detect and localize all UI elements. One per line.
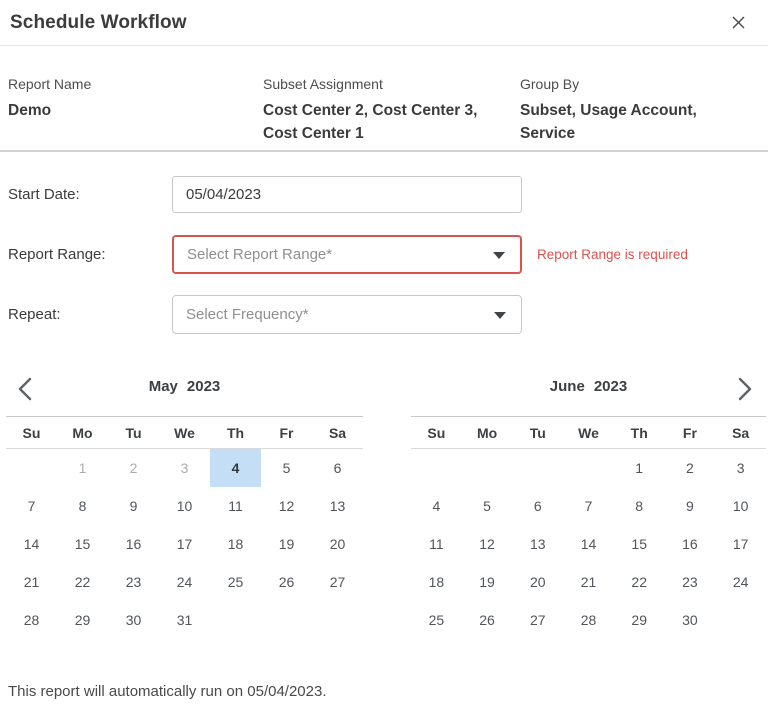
weekday-row	[411, 416, 766, 449]
weekday-label: Th	[226, 424, 245, 441]
day-cell-empty	[312, 601, 363, 639]
day-cell-empty	[715, 601, 766, 639]
weekday-row	[6, 416, 363, 449]
day-cell[interactable]: 14	[580, 536, 597, 552]
day-cell[interactable]: 4	[432, 498, 441, 514]
day-cell-empty	[563, 449, 614, 487]
repeat-placeholder: Select Frequency*	[186, 306, 309, 323]
day-cell[interactable]: 5	[483, 498, 491, 514]
day-cell[interactable]: 13	[529, 536, 546, 552]
start-date-label: Start Date:	[8, 186, 80, 203]
day-cell[interactable]: 21	[580, 574, 597, 590]
calendar-right	[411, 366, 766, 639]
day-cell[interactable]: 20	[529, 574, 546, 590]
day-cell[interactable]: 11	[228, 498, 243, 514]
day-cell[interactable]: 31	[176, 612, 193, 628]
day-cell[interactable]: 9	[129, 498, 138, 514]
day-cell-empty	[462, 449, 513, 487]
report-summary	[0, 46, 768, 152]
day-cell[interactable]: 10	[732, 498, 749, 514]
day-cell: 3	[180, 460, 189, 476]
day-cell[interactable]: 2	[686, 460, 694, 476]
report-name-label: Report Name	[8, 76, 92, 92]
calendar-left	[6, 366, 363, 639]
day-cell[interactable]: 21	[23, 574, 40, 590]
weekday-label: Sa	[328, 424, 347, 441]
weekday-label: Mo	[72, 424, 93, 441]
day-cell[interactable]: 16	[682, 536, 698, 552]
day-cell[interactable]: 15	[631, 536, 647, 552]
report-range-label: Report Range:	[8, 246, 106, 263]
group-by-value: Subset, Usage Account, Service	[520, 102, 697, 142]
day-cell[interactable]: 1	[635, 460, 644, 476]
report-range-select[interactable]	[172, 235, 522, 274]
day-cell[interactable]: 30	[125, 612, 142, 628]
chevron-down-icon	[494, 312, 506, 319]
day-cell-empty	[210, 601, 261, 639]
day-cell[interactable]: 23	[125, 574, 142, 590]
report-range-error: Report Range is required	[537, 247, 688, 262]
day-cell[interactable]: 29	[631, 612, 647, 628]
schedule-form	[0, 152, 768, 334]
subset-assignment-value: Cost Center 2, Cost Center 3, Cost Center 1	[263, 102, 478, 142]
repeat-select[interactable]	[172, 295, 522, 334]
weekday-label: Su	[22, 424, 41, 441]
day-cell[interactable]: 5	[282, 460, 291, 476]
day-cell[interactable]: 6	[333, 460, 342, 476]
day-cell[interactable]: 9	[686, 498, 694, 514]
day-cell[interactable]: 12	[278, 498, 295, 514]
dialog-title: Schedule Workflow	[10, 11, 187, 33]
weekday-label: Th	[630, 424, 648, 441]
weekday-label: Fr	[279, 424, 294, 441]
day-cell[interactable]: 11	[429, 536, 444, 552]
report-range-row	[8, 235, 760, 274]
day-cell: 2	[129, 460, 138, 476]
day-cell[interactable]: 6	[533, 498, 542, 514]
day-cell[interactable]: 12	[479, 536, 495, 552]
day-cell[interactable]: 3	[736, 460, 745, 476]
weekday-label: Tu	[529, 424, 546, 441]
day-cell-empty	[6, 449, 57, 487]
day-cell[interactable]: 26	[479, 612, 495, 628]
close-button[interactable]	[727, 11, 750, 34]
start-date-input[interactable]	[172, 176, 522, 213]
day-cell[interactable]: 20	[329, 536, 346, 552]
calendar-title	[6, 366, 363, 416]
year-label: 2023	[186, 378, 221, 395]
day-cell[interactable]: 27	[329, 574, 346, 590]
weekday-label: We	[578, 424, 599, 441]
day-cell[interactable]: 27	[529, 612, 546, 628]
repeat-label: Repeat:	[8, 306, 61, 323]
day-cell[interactable]: 16	[125, 536, 142, 552]
group-by-label: Group By	[520, 76, 580, 92]
day-cell-empty	[411, 449, 462, 487]
weekday-label: Fr	[682, 424, 697, 441]
report-range-placeholder: Select Report Range*	[187, 246, 333, 263]
day-cell[interactable]: 8	[635, 498, 644, 514]
day-cell[interactable]: 8	[78, 498, 87, 514]
month-label: June	[549, 378, 585, 395]
day-cell-selected[interactable]: 4	[210, 449, 261, 487]
day-cell[interactable]: 7	[584, 498, 593, 514]
day-cell[interactable]: 10	[176, 498, 193, 514]
day-cell[interactable]: 18	[428, 574, 445, 590]
day-cell[interactable]: 19	[479, 574, 495, 590]
day-cell[interactable]: 22	[631, 574, 647, 590]
weekday-label: Tu	[125, 424, 142, 441]
day-cell[interactable]: 18	[227, 536, 244, 552]
day-cell[interactable]: 19	[278, 536, 295, 552]
chevron-down-icon	[493, 252, 505, 259]
day-cell-empty	[261, 601, 312, 639]
repeat-row	[8, 295, 760, 334]
year-label: 2023	[593, 378, 628, 395]
calendar-section	[0, 366, 768, 642]
summary-subset-assignment	[263, 76, 520, 150]
day-cell[interactable]: 28	[580, 612, 597, 628]
day-cell[interactable]: 7	[27, 498, 36, 514]
day-cell[interactable]: 14	[23, 536, 40, 552]
day-grid	[411, 449, 766, 639]
day-grid	[6, 449, 363, 639]
day-cell[interactable]: 29	[74, 612, 91, 628]
summary-group-by	[520, 76, 760, 150]
day-cell[interactable]: 30	[682, 612, 698, 628]
weekday-label: Su	[427, 424, 446, 441]
weekday-label: We	[174, 424, 195, 441]
day-cell[interactable]: 25	[428, 612, 445, 628]
day-cell[interactable]: 28	[23, 612, 40, 628]
auto-run-note: This report will automatically run on 05/04/2023.	[8, 683, 327, 700]
day-cell[interactable]: 22	[74, 574, 91, 590]
weekday-label: Sa	[732, 424, 750, 441]
day-cell[interactable]: 13	[329, 498, 346, 514]
day-cell[interactable]: 24	[176, 574, 193, 590]
day-cell[interactable]: 23	[682, 574, 698, 590]
dialog-header	[0, 0, 768, 46]
day-cell[interactable]: 15	[74, 536, 91, 552]
day-cell[interactable]: 17	[176, 536, 193, 552]
day-cell-empty	[512, 449, 563, 487]
calendar-title	[411, 366, 766, 416]
day-cell[interactable]: 17	[732, 536, 749, 552]
day-cell: 1	[78, 460, 87, 476]
day-cell[interactable]: 25	[227, 574, 244, 590]
close-icon	[731, 18, 746, 33]
report-name-value: Demo	[8, 102, 52, 119]
weekday-label: Mo	[476, 424, 498, 441]
day-cell[interactable]: 26	[278, 574, 295, 590]
day-cell[interactable]: 24	[732, 574, 749, 590]
month-label: May	[148, 378, 178, 395]
start-date-row	[8, 176, 760, 213]
subset-assignment-label: Subset Assignment	[263, 76, 383, 92]
summary-report-name	[8, 76, 263, 150]
